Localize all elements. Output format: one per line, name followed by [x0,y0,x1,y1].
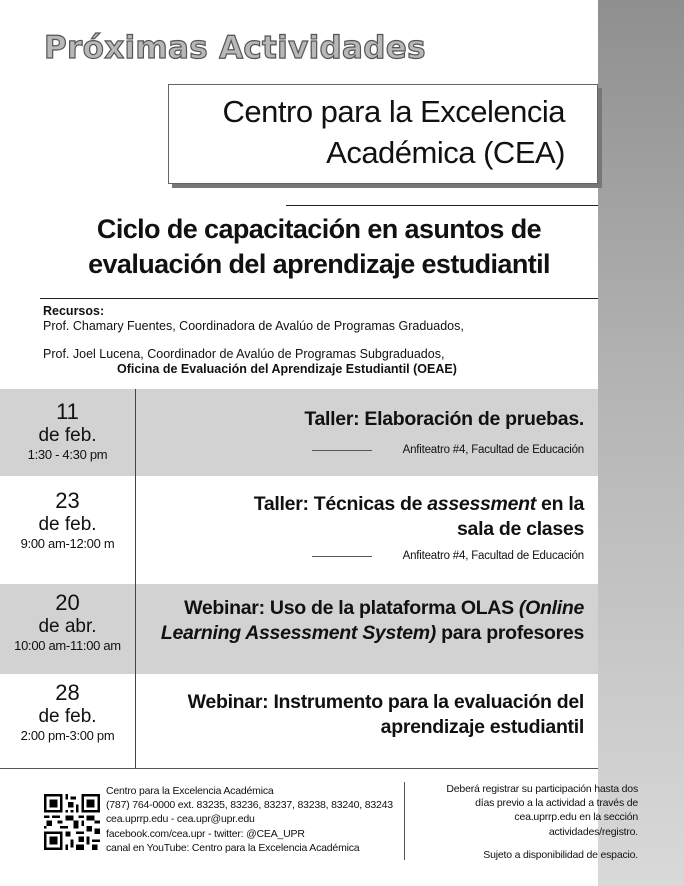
event-day: 28 [55,680,80,705]
event-title-line2: sala de clases [457,518,584,540]
footer [0,770,684,886]
contact-phone: (787) 764-0000 ext. 83235, 83236, 83237, 83238, 83240, 83243 [106,799,393,812]
contact-youtube: canal en YouTube: Centro para la Excelencia Académica [106,841,360,854]
resources-label: Recursos: [43,304,105,318]
resource-person-2: Prof. Joel Lucena, Coordinador de Avalúo de Programas Subgraduados, [43,347,445,361]
resource-person-1: Prof. Chamary Fuentes, Coordinadora de Avalúo de Programas Graduados, [43,319,464,333]
cea-title-line2: Académica (CEA) [326,135,565,170]
event-title-italic: assessment [427,493,536,515]
event-time: 9:00 am-12:00 m [20,536,115,551]
event-info [136,674,598,768]
cycle-title-line1: Ciclo de capacitación en asuntos de [96,214,542,244]
event-date [0,389,136,476]
decorative-side-panel [598,0,684,886]
event-info [136,584,598,674]
venue-rule [312,556,372,557]
qr-code-icon [44,794,100,850]
register-line: Deberá registrar su participación hasta dos [446,783,638,795]
venue-rule [312,450,372,451]
event-title-suffix: en la [535,493,584,515]
event-title-prefix: Taller: Técnicas de [253,493,428,515]
event-time: 2:00 pm-3:00 pm [20,728,115,743]
event-day: 11 [56,399,79,424]
event-day: 20 [55,590,80,615]
cycle-title-line2: evaluación del aprendizaje estudiantil [88,249,550,279]
cycle-title [40,212,598,282]
event-title-prefix: Webinar: Uso de la plataforma OLAS [184,597,519,619]
title-top-rule [286,205,598,206]
event-title [136,596,584,621]
contact-line: Centro para la Excelencia Académica [106,785,274,797]
event-title-line2-italic: Learning Assessment System) [160,622,436,644]
event-title: Webinar: Instrumento para la evaluación del [187,691,584,713]
event-row [0,476,598,584]
contact-social: facebook.com/cea.upr - twitter: @CEA_UPR [106,827,305,840]
event-row [0,674,598,769]
footer-divider [404,782,405,860]
register-line: actividades/registro. [548,825,638,838]
event-info [136,389,598,476]
event-title [136,492,584,517]
schedule [0,389,598,769]
event-venue-text: Anfiteatro #4, Facultad de Educación [402,444,584,456]
contact-web-email: cea.uprrp.edu - cea.upr@upr.edu [106,813,255,826]
event-date [0,584,136,674]
register-line: días previo a la actividad a través de [475,797,638,810]
cea-title-box [168,84,598,184]
event-month: de abr. [38,616,97,637]
event-title-line2-suffix: para profesores [435,622,584,644]
cea-title-line1: Centro para la Excelencia [222,94,565,129]
event-title-line2: aprendizaje estudiantil [380,716,584,738]
event-day: 23 [55,488,80,513]
event-time: 10:00 am-11:00 am [14,638,121,653]
event-month: de feb. [38,514,97,535]
event-row [0,389,598,476]
event-venue [136,550,584,562]
event-date [0,674,136,768]
event-time: 1:30 - 4:30 pm [27,447,108,462]
page-heading: Próximas Actividades [44,30,426,66]
event-row [0,584,598,674]
event-info [136,476,598,584]
event-title-italic: (Online [518,597,584,619]
availability-note: Sujeto a disponibilidad de espacio. [483,848,638,861]
resources-section [43,304,464,377]
event-month: de feb. [38,706,97,727]
register-line: cea.uprrp.edu en la sección [514,811,638,824]
registration-info [412,782,638,862]
resource-office: Oficina de Evaluación del Aprendizaje Estudiantil (OEAE) [117,362,457,376]
event-title: Taller: Elaboración de pruebas. [304,408,584,430]
contact-info [106,784,393,855]
title-bottom-rule [40,298,598,299]
event-date [0,476,136,584]
event-venue-text: Anfiteatro #4, Facultad de Educación [402,550,584,562]
event-month: de feb. [38,425,97,446]
event-venue [136,444,584,456]
event-title-line2 [136,621,584,646]
